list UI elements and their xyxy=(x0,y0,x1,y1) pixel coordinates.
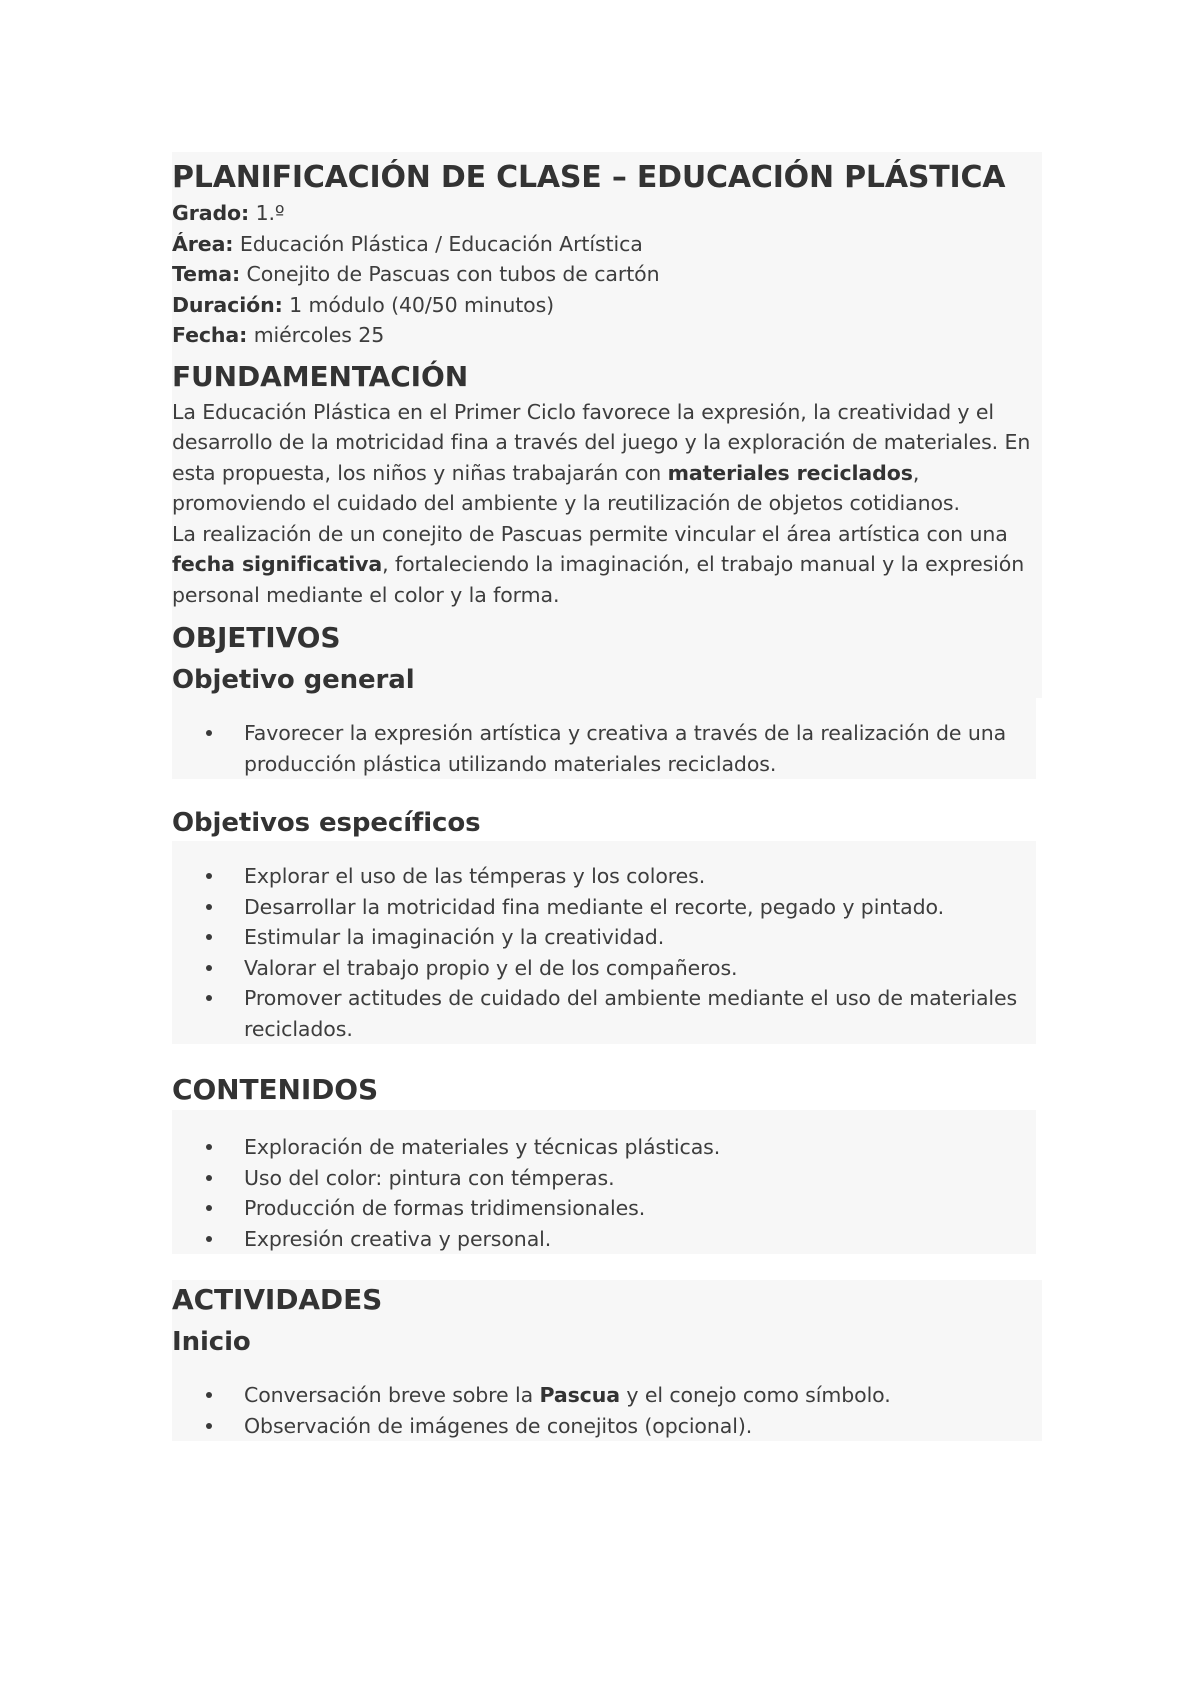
meta-value: Educación Plástica / Educación Artística xyxy=(239,231,643,256)
contenidos-list xyxy=(172,1132,1036,1254)
meta-value: 1.º xyxy=(255,201,285,225)
document-content xyxy=(172,152,1036,1441)
spacer xyxy=(172,779,1036,805)
bold-run: fecha significativa xyxy=(172,552,383,576)
list-item xyxy=(244,1380,1036,1411)
text-run: La realización de un conejito de Pascuas permite vincular el área artística con una xyxy=(172,521,1008,546)
list-item: Desarrollar la motricidad fina mediante el recorte, pegado y pintado. xyxy=(244,892,1036,923)
meta-duracion xyxy=(172,290,1036,321)
text-run: La Educación Plástica en el Primer Ciclo favorece la expresión, la creatividad y el desarrollo de la motricidad fina a través del juego y la exploración de materiales. En esta propuesta, los niños y niñas trabajarán con xyxy=(172,399,1031,485)
meta-value: miércoles 25 xyxy=(253,323,385,347)
meta-tema xyxy=(172,259,1036,290)
spacer xyxy=(172,1044,1036,1070)
list-item: Uso del color: pintura con témperas. xyxy=(244,1163,1036,1194)
text-run: , fortaleciendo la imaginación, el trabajo manual y la expresión personal mediante el color y la forma. xyxy=(172,552,1025,607)
list-item: Producción de formas tridimensionales. xyxy=(244,1193,1036,1224)
spacer xyxy=(172,1360,1036,1380)
bold-run: materiales reciclados xyxy=(667,460,913,485)
list-item: Estimular la imaginación y la creatividad. xyxy=(244,922,1036,953)
text-run: , promoviendo el cuidado del ambiente y la reutilización de objetos cotidianos. xyxy=(172,460,960,515)
inicio-heading: Inicio xyxy=(172,1327,251,1357)
document-title: PLANIFICACIÓN DE CLASE – EDUCACIÓN PLÁSTICA xyxy=(172,160,1006,195)
actividades-block xyxy=(172,1280,1042,1441)
list-item: Expresión creativa y personal. xyxy=(244,1224,1036,1255)
meta-value: Conejito de Pascuas con tubos de cartón xyxy=(246,262,660,286)
meta-list xyxy=(172,198,1036,351)
list-item: Explorar el uso de las témperas y los colores. xyxy=(244,861,1036,892)
meta-grado xyxy=(172,198,1036,229)
meta-key: Fecha: xyxy=(172,323,248,347)
objetivos-especificos-heading: Objetivos específicos xyxy=(172,808,481,838)
list-item: Favorecer la expresión artística y creativa a través de la realización de una producción plástica utilizando materiales reciclados. xyxy=(244,718,1036,779)
list-item: Promover actitudes de cuidado del ambiente mediante el uso de materiales reciclados. xyxy=(244,983,1036,1044)
actividades-heading: ACTIVIDADES xyxy=(172,1283,383,1316)
spacer xyxy=(172,1254,1036,1280)
objetivo-general-heading: Objetivo general xyxy=(172,665,415,695)
meta-fecha xyxy=(172,320,1036,351)
meta-key: Grado: xyxy=(172,201,250,225)
bold-run: Pascua xyxy=(539,1383,620,1407)
contenidos-block xyxy=(172,1110,1036,1254)
contenidos-heading: CONTENIDOS xyxy=(172,1073,379,1106)
list-item: Exploración de materiales y técnicas plásticas. xyxy=(244,1132,1036,1163)
meta-key: Duración: xyxy=(172,292,283,317)
inicio-list xyxy=(172,1380,1036,1441)
objetivo-general-list xyxy=(172,718,1036,779)
fundamentacion-heading: FUNDAMENTACIÓN xyxy=(172,359,469,393)
list-item: Valorar el trabajo propio y el de los compañeros. xyxy=(244,953,1036,984)
objetivos-especificos-list xyxy=(172,861,1036,1044)
text-run: y el conejo como símbolo. xyxy=(619,1383,891,1407)
meta-key: Tema: xyxy=(172,262,241,286)
objetivos-especificos-block xyxy=(172,841,1036,1044)
meta-value: 1 módulo (40/50 minutos) xyxy=(289,292,555,317)
header-block xyxy=(172,152,1042,698)
list-item: Observación de imágenes de conejitos (opcional). xyxy=(244,1411,1036,1442)
meta-key: Área: xyxy=(172,231,234,256)
text-run: Conversación breve sobre la xyxy=(244,1383,540,1407)
objetivo-general-block xyxy=(172,698,1036,779)
meta-area xyxy=(172,229,1036,260)
fundamentacion-paragraph-2 xyxy=(172,519,1036,611)
fundamentacion-paragraph-1 xyxy=(172,397,1036,519)
objetivos-heading: OBJETIVOS xyxy=(172,621,341,654)
